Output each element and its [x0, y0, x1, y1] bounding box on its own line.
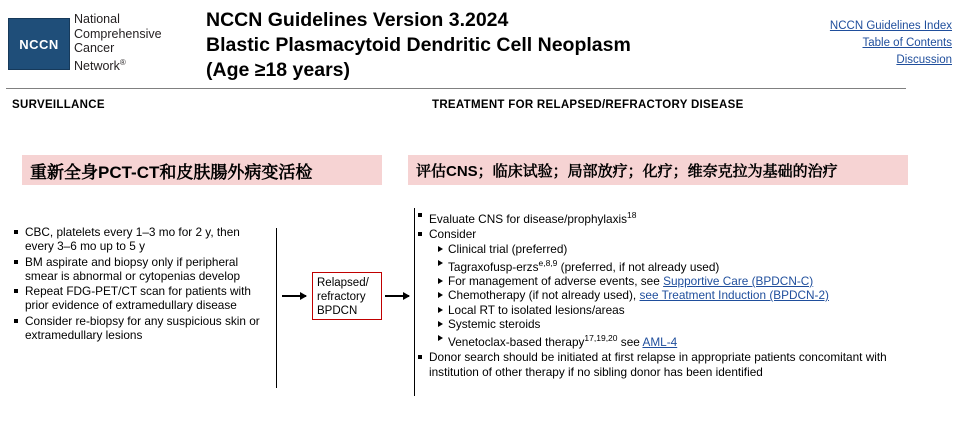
registered-mark: ®	[119, 57, 126, 67]
translated-banner-surveillance: 重新全身PCT-CT和皮肤腸外病变活检	[22, 155, 382, 185]
relapsed-line-3: BPDCN	[317, 305, 358, 317]
page-header	[0, 0, 960, 88]
section-header-surveillance: SURVEILLANCE	[12, 99, 105, 111]
evaluate-cns-text: Evaluate CNS for disease/prophylaxis	[429, 211, 628, 226]
relapsed-refractory-box	[312, 272, 382, 320]
link-table-of-contents[interactable]: Table of Contents	[862, 37, 952, 49]
consider-label: Consider	[429, 227, 477, 242]
surveillance-list	[14, 225, 266, 343]
section-header-treatment: TREATMENT FOR RELAPSED/REFRACTORY DISEASE	[432, 99, 744, 111]
arrow-to-treatment-column	[385, 295, 409, 297]
chemotherapy-text: Chemotherapy (if not already used),	[448, 288, 640, 303]
translated-banner-treatment: 评估CNS；临床试验；局部放疗；化疗；维奈克拉为基础的治疗	[408, 155, 908, 185]
note-text: For management of adverse events, see	[448, 274, 664, 289]
title-line-1: NCCN Guidelines Version 3.2024	[206, 9, 509, 31]
link-guidelines-index[interactable]: NCCN Guidelines Index	[829, 20, 952, 32]
relapsed-line-2: refractory	[317, 291, 366, 303]
column-divider-left	[276, 228, 277, 388]
note-adverse-events	[437, 274, 938, 288]
venetoclax-tail: see	[617, 335, 643, 350]
list-item: Repeat FDG-PET/CT scan for patients with prior evidence of extramedullary disease	[14, 284, 266, 313]
venetoclax-text: Venetoclax-based therapy	[448, 335, 585, 350]
footnote-ref: 18	[627, 210, 637, 220]
page-bottom-margin	[0, 412, 960, 424]
footnote-ref: 17,19,20	[584, 333, 618, 344]
title-line-2: Blastic Plasmacytoid Dendritic Cell Neoplasm	[206, 34, 631, 56]
list-item: CBC, platelets every 1–3 mo for 2 y, then every 3–6 mo up to 5 y	[14, 225, 266, 254]
column-divider-right	[414, 208, 415, 396]
list-item-clinical-trial: Clinical trial (preferred)	[437, 242, 938, 256]
link-supportive-care[interactable]: Supportive Care (BPDCN-C)	[663, 274, 814, 289]
list-item-chemotherapy	[437, 288, 938, 302]
org-line-3: Cancer	[74, 41, 115, 55]
relapsed-line-1: Relapsed/	[317, 277, 369, 289]
list-item-donor-search: Donor search should be initiated at first relapse in appropriate patients concomitant with institution of other therapy if no sibling donor has been identified	[418, 350, 938, 379]
list-item: Consider re-biopsy for any suspicious skin or extramedullary lesions	[14, 314, 266, 343]
list-item-venetoclax	[437, 331, 938, 349]
header-divider	[6, 88, 906, 89]
logo-text: NCCN	[19, 36, 59, 52]
org-line-2: Comprehensive	[74, 26, 162, 41]
org-line-4-text: Network	[74, 58, 120, 73]
treatment-list	[418, 208, 938, 380]
list-item-consider	[418, 227, 938, 349]
arrow-to-relapsed-box	[282, 295, 306, 297]
list-item-local-rt: Local RT to isolated lesions/areas	[437, 303, 938, 317]
list-item-evaluate-cns	[418, 208, 938, 226]
title-line-3: (Age ≥18 years)	[206, 59, 351, 81]
tagraxofusp-text: Tagraxofusp-erzs	[448, 259, 539, 274]
footnote-ref: e,8,9	[538, 257, 558, 268]
org-line-4	[74, 56, 204, 74]
org-line-1: National	[74, 12, 120, 26]
list-item-systemic-steroids: Systemic steroids	[437, 317, 938, 331]
list-item-tagraxofusp	[437, 256, 938, 274]
nccn-logo	[8, 18, 70, 70]
header-links	[830, 18, 952, 69]
list-item: BM aspirate and biopsy only if peripheral smear is abnormal or cytopenias develop	[14, 255, 266, 284]
link-treatment-induction[interactable]: see Treatment Induction (BPDCN-2)	[639, 288, 829, 303]
link-discussion[interactable]: Discussion	[896, 54, 952, 66]
link-aml-4[interactable]: AML-4	[642, 335, 678, 350]
page-title	[206, 8, 766, 83]
organization-name	[74, 12, 204, 73]
tagraxofusp-tail: (preferred, if not already used)	[557, 259, 720, 274]
